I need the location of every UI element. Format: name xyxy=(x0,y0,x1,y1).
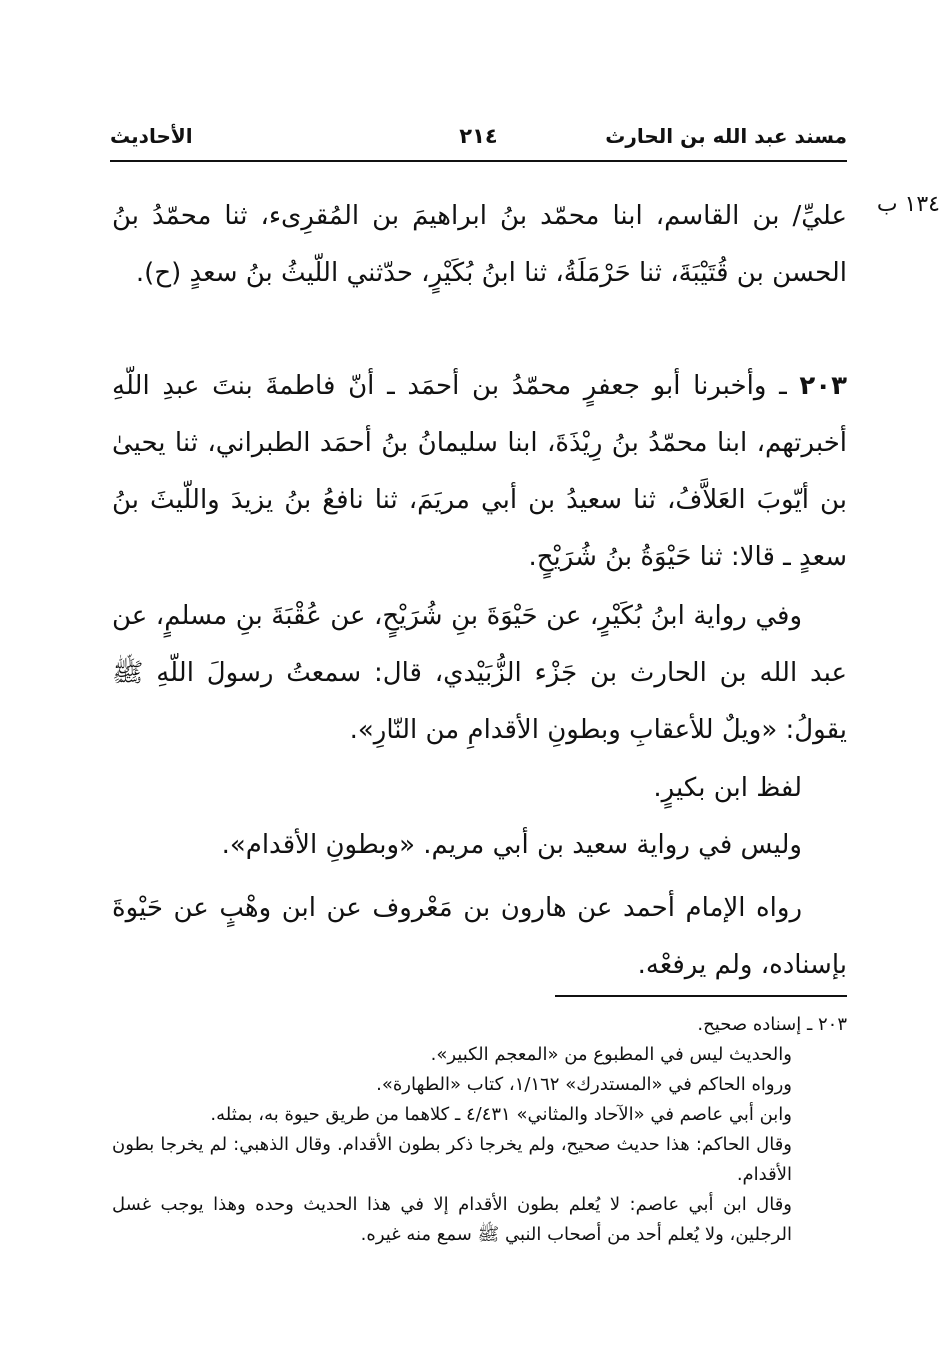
paragraph-laysa: وليس في رواية سعيد بن أبي مريم. «وبطونِ الأقدام». xyxy=(221,830,802,860)
paragraph-riwaya-matn: وفي رواية ابنُ بُكَيْرٍ، عن حَيْوَةَ بنِ شُرَيْحٍ، عن عُقْبَةَ بنِ مسلمٍ، عن عبد الله بن الحارث بن جَزْء الزُّبَيْدي، قال: سمعتُ رسولَ اللّهِ ﷺ يقولُ: «ويلٌ للأعقابِ وبطونِ الأقدامِ من النّارِ». xyxy=(112,601,847,745)
footnote-line: وقال الحاكم: هذا حديث صحيح، ولم يخرجا ذكر بطون الأقدام. وقال الذهبي: لم يخرجا بطون الأقدام. xyxy=(112,1134,792,1185)
header-book-title: مسند عبد الله بن الحارث xyxy=(605,124,847,148)
paragraph-hadith-203: ٢٠٣ ـ وأخبرنا أبو جعفرٍ محمّدُ بن أحمَد ـ أنّ فاطمةَ بنتَ عبدِ اللّهِ أخبرتهم، ابنا محمّدُ بنُ رِيْذَةَ، ابنا سليمانُ بنُ أحمَد الطبراني، ثنا يحيىٰ بن أيّوبَ العَلاَّفُ، ثنا سعيدُ بن أبي مريَمَ، ثنا نافعُ بنُ يزيدَ واللّيثَ بنُ سعدٍ ـ قالا: ثنا حَيْوَةُ بنُ شُرَيْحٍ. xyxy=(112,371,847,572)
hadith-203-text: وأخبرنا أبو جعفرٍ محمّدُ بن أحمَد ـ أنّ فاطمةَ بنتَ عبدِ اللّهِ أخبرتهم، ابنا محمّدُ بنُ رِيْذَةَ، ابنا سليمانُ بنُ أحمَد الطبراني، ثنا يحيىٰ بن أيّوبَ العَلاَّفُ، ثنا سعيدُ بن أبي مريَمَ، ثنا نافعُ بنُ يزيدَ واللّيثَ بنُ سعدٍ ـ قالا: ثنا حَيْوَةُ بنُ شُرَيْحٍ. xyxy=(112,371,847,572)
footnote-line: ورواه الحاكم في «المستدرك» ١/١٦٢، كتاب «الطهارة». xyxy=(376,1074,792,1095)
paragraph-rawahu: رواه الإمام أحمد عن هارون بن مَعْروف عن ابن وهْبٍ عن حَيْوةَ بإسناده، ولم يرفعْه. xyxy=(112,893,847,980)
footnote-line: وقال ابن أبي عاصم: لا يُعلم بطون الأقدام إلا في هذا الحديث وحده وهذا يوجب غسل الرجلين، ولا يُعلم أحد من أصحاب النبي ﷺ سمع منه غيره. xyxy=(112,1194,792,1245)
header-section-title: الأحاديث xyxy=(110,124,193,148)
footnotes xyxy=(112,1010,847,1250)
paragraph-isnad-continuation: عليِّ/ بن القاسم، ابنا محمّد بنُ ابراهيمَ بن المُقرِىء، ثنا محمّدُ بنُ الحسن بن قُتَيْبَةَ، ثنا حَرْمَلَةُ، ثنا ابنُ بُكَيْرٍ، حدّثني اللّيثُ بنُ سعدٍ (ح). xyxy=(112,201,847,288)
paragraph-lafz: لفظ ابن بكيرٍ. xyxy=(653,773,802,803)
hadith-number: ٢٠٣ xyxy=(799,371,847,401)
footnote-separator xyxy=(555,995,847,997)
footnote-line: ٢٠٣ ـ إسناده صحيح. xyxy=(697,1014,847,1035)
page-number: ٢١٤ xyxy=(459,124,498,148)
page-header xyxy=(110,120,847,162)
footnote-line: والحديث ليس في المطبوع من «المعجم الكبير». xyxy=(430,1044,792,1065)
margin-folio-note: ١٣٤ ب xyxy=(876,192,940,217)
footnote-line: وابن أبي عاصم في «الآحاد والمثاني» ٤/٤٣١ ـ كلاهما من طريق حيوة به، بمثله. xyxy=(210,1104,792,1125)
